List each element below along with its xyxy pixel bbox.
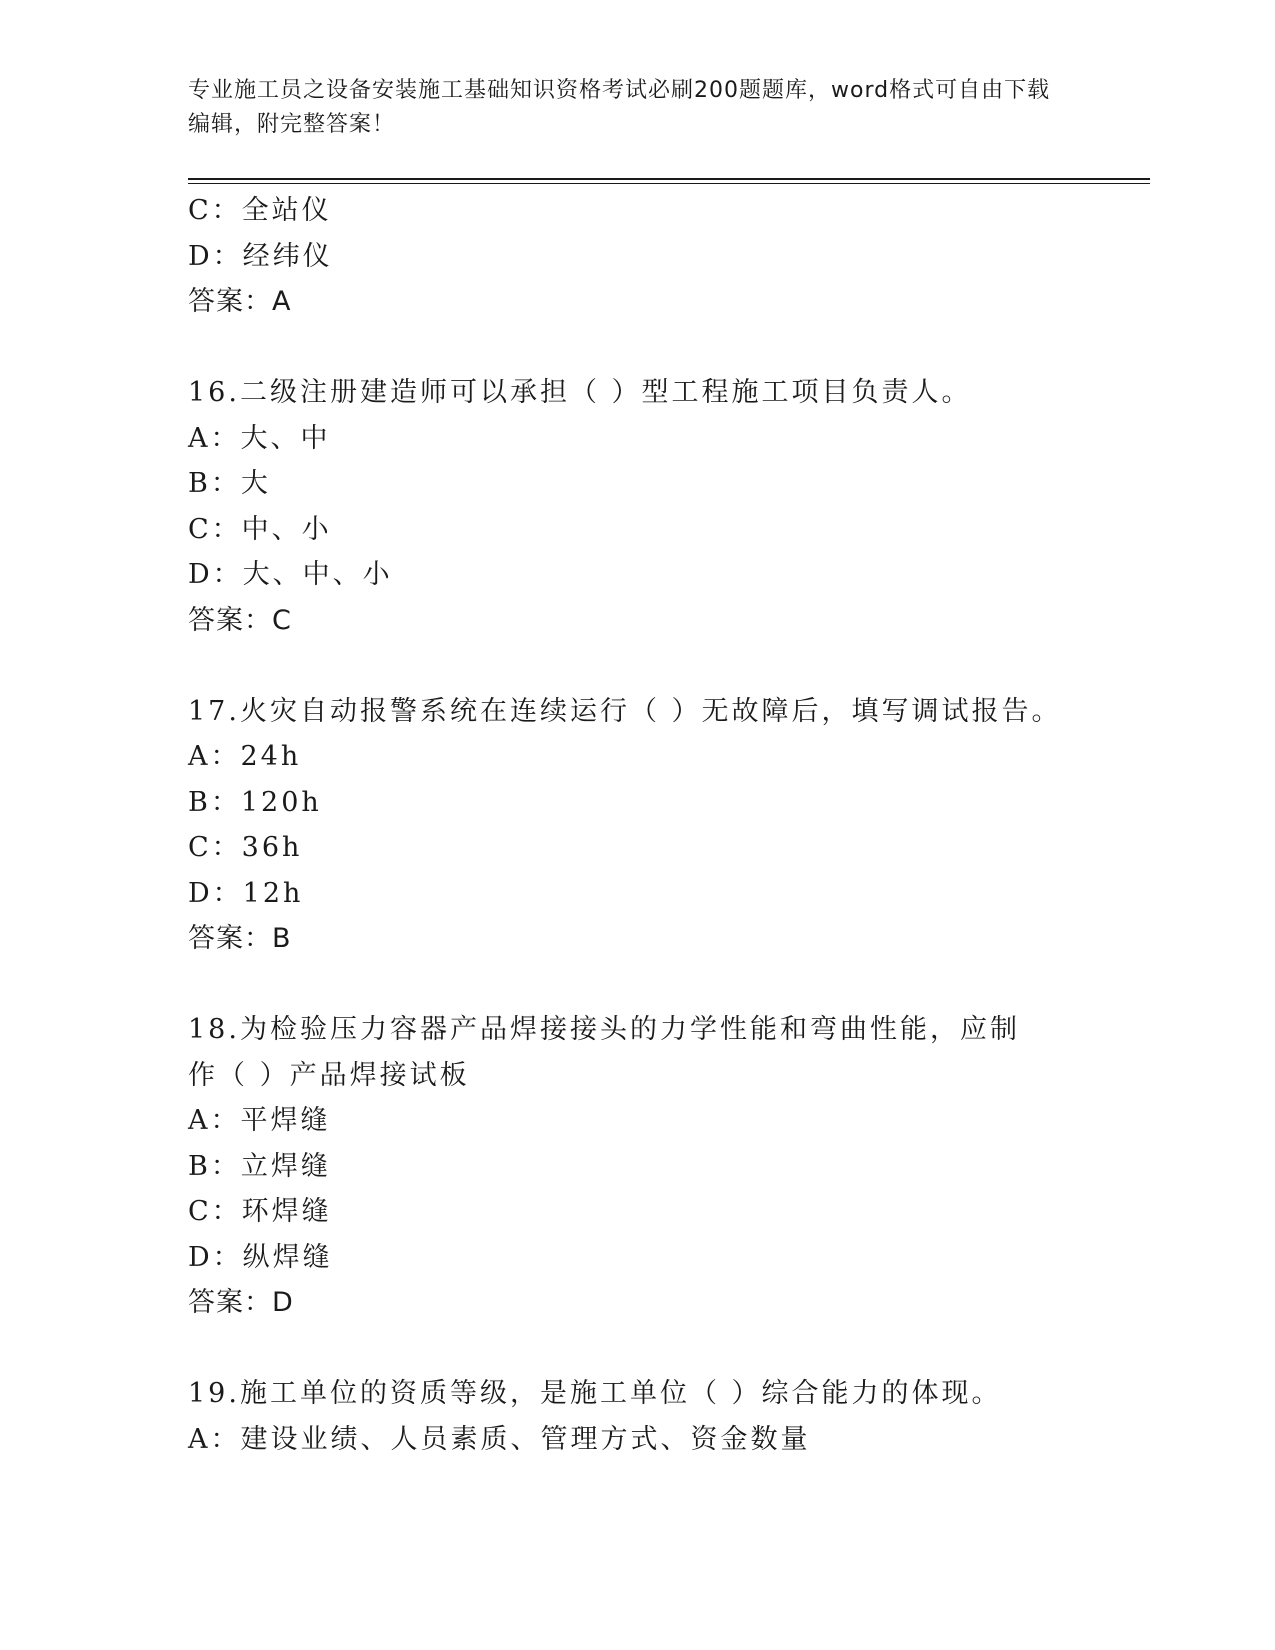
answer: 答案：D [188, 1287, 294, 1318]
question-stem: 17.火灾自动报警系统在连续运行（ ）无故障后，填写调试报告。 [188, 695, 1062, 727]
spacer [188, 1326, 1068, 1372]
option-b: B：立焊缝 [188, 1150, 331, 1182]
option-d: D：纵焊缝 [188, 1241, 333, 1273]
spacer [188, 325, 1068, 371]
question-15-tail [188, 188, 1068, 325]
question-19 [188, 1371, 1068, 1462]
question-18 [188, 1007, 1068, 1326]
question-17 [188, 689, 1068, 962]
option-a: A：大、中 [188, 422, 331, 454]
option-c: C：中、小 [188, 513, 332, 545]
header-divider-thick [188, 178, 1150, 180]
option-b: B：120h [188, 786, 322, 818]
question-stem: 16.二级注册建造师可以承担（ ）型工程施工项目负责人。 [188, 377, 972, 408]
option-b: B：大 [188, 468, 271, 499]
spacer [188, 643, 1068, 689]
answer: 答案：A [188, 286, 292, 317]
header-divider-thin [188, 183, 1150, 184]
option-a: A：平焊缝 [188, 1105, 331, 1136]
option-d: D：12h [188, 877, 304, 909]
document-header: 专业施工员之设备安装施工基础知识资格考试必刷200题题库，word格式可自由下载编辑，附完整答案！ [188, 78, 1051, 137]
answer: 答案：B [188, 923, 292, 954]
option-c: C：36h [188, 832, 303, 863]
question-16 [188, 370, 1068, 643]
question-list [188, 188, 1068, 1462]
answer: 答案：C [188, 604, 292, 636]
option-d: D：大、中、小 [188, 559, 393, 590]
question-stem: 18.为检验压力容器产品焊接接头的力学性能和弯曲性能，应制作（ ）产品焊接试板 [188, 1014, 1020, 1091]
option-c: C：环焊缝 [188, 1196, 332, 1227]
option-c: C：全站仪 [188, 195, 332, 226]
option-a: A：24h [188, 741, 302, 772]
spacer [188, 962, 1068, 1008]
option-a: A：建设业绩、人员素质、管理方式、资金数量 [188, 1423, 811, 1455]
option-d: D：经纬仪 [188, 240, 333, 272]
question-stem: 19.施工单位的资质等级，是施工单位（ ）综合能力的体现。 [188, 1378, 1002, 1409]
